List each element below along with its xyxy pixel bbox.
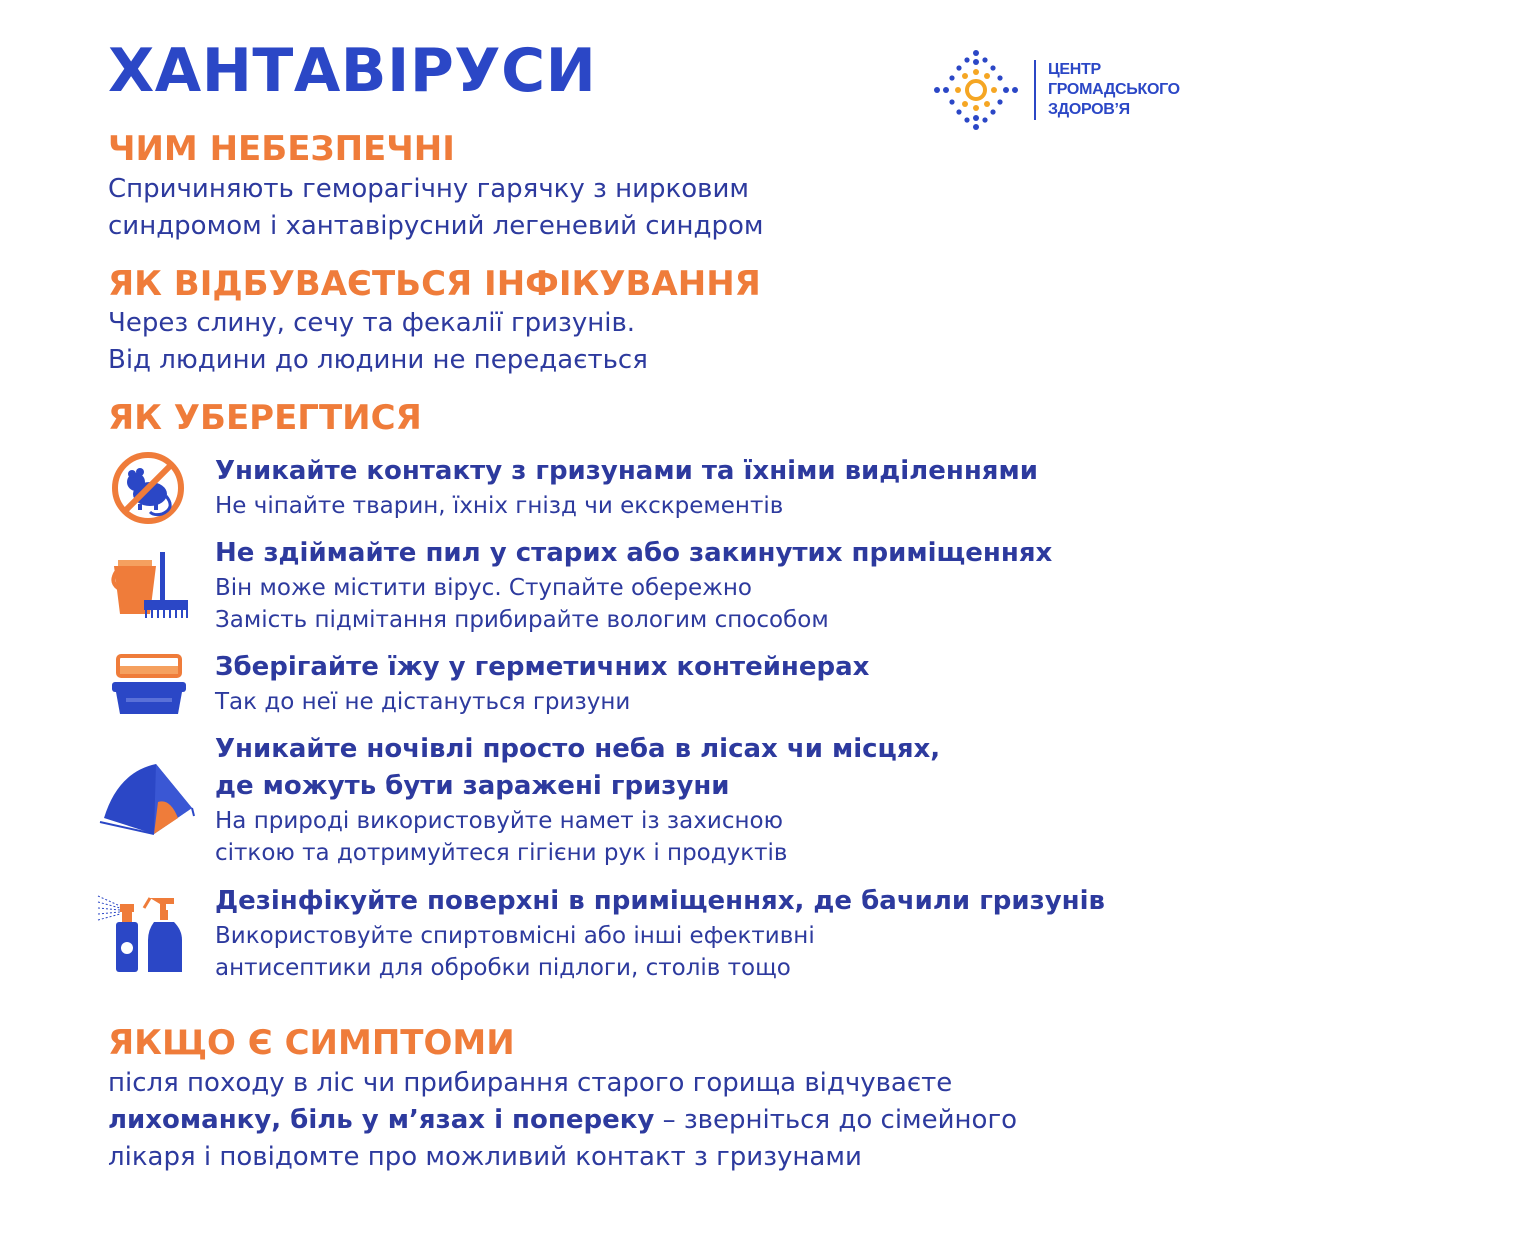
page-title: ХАНТАВІРУСИ xyxy=(108,36,597,106)
danger-heading: ЧИМ НЕБЕЗПЕЧНІ xyxy=(108,129,455,169)
symptoms-heading: ЯКЩО Є СИМПТОМИ xyxy=(108,1023,515,1063)
protect-heading: ЯК УБЕРЕГТИСЯ xyxy=(108,398,422,438)
symptoms-text-line xyxy=(108,1102,1017,1139)
spray-bottles-icon xyxy=(96,890,196,976)
tip-text: Використовуйте спиртовмісні або інші ефективні xyxy=(215,923,815,949)
danger-text-line: синдромом і хантавірусний легеневий синдром xyxy=(108,211,764,241)
tip-text: Не чіпайте тварин, їхніх гнізд чи екскрементів xyxy=(215,493,784,519)
tip-title: Не здіймайте пил у старих або закинутих приміщеннях xyxy=(215,538,1053,568)
tip-title: де можуть бути заражені гризуни xyxy=(215,771,730,801)
bucket-mop-icon xyxy=(110,552,192,622)
tip-avoid-dust xyxy=(215,535,1052,636)
logo-text xyxy=(1048,60,1180,120)
symptoms-emphasis: лихоманку, біль у м’язах і попереку xyxy=(108,1105,655,1135)
danger-text-line: Спричиняють геморагічну гарячку з нирковим xyxy=(108,174,749,204)
food-container-icon xyxy=(110,652,188,718)
tip-text: На природі використовуйте намет із захисною xyxy=(215,808,783,834)
logo-divider xyxy=(1034,60,1036,120)
tip-title: Дезінфікуйте поверхні в приміщеннях, де бачили гризунів xyxy=(215,886,1105,916)
tip-text: Замість підмітання прибирайте вологим способом xyxy=(215,607,829,633)
infection-text-line: Через слину, сечу та фекалії гризунів. xyxy=(108,308,636,338)
symptoms-text-line: лікаря і повідомте про можливий контакт з гризунами xyxy=(108,1142,862,1172)
tip-title: Уникайте контакту з гризунами та їхніми виділеннями xyxy=(215,456,1038,486)
infection-text-line: Від людини до людини не передається xyxy=(108,345,648,375)
logo-line: ЗДОРОВ’Я xyxy=(1048,101,1130,118)
tip-title: Зберігайте їжу у герметичних контейнерах xyxy=(215,652,870,682)
tip-title: Уникайте ночівлі просто неба в лісах чи місцях, xyxy=(215,734,941,764)
tip-disinfect xyxy=(215,883,1105,984)
logo-line: ГРОМАДСЬКОГО xyxy=(1048,81,1180,98)
tip-avoid-camping xyxy=(215,731,940,869)
no-rodent-icon xyxy=(110,450,186,526)
tip-avoid-rodents xyxy=(215,453,1038,522)
tip-text: Він може містити вірус. Ступайте обережно xyxy=(215,575,752,601)
symptoms-text-rest: – зверніться до сімейного xyxy=(654,1105,1018,1135)
tip-text: Так до неї не дістануться гризуни xyxy=(215,689,631,715)
symptoms-text-line: після походу в ліс чи прибирання старого горища відчуваєте xyxy=(108,1068,953,1098)
tent-icon xyxy=(98,758,196,836)
tip-store-food xyxy=(215,649,869,718)
logo-line: ЦЕНТР xyxy=(1048,61,1101,78)
tip-text: сіткою та дотримуйтеся гігієни рук і продуктів xyxy=(215,840,788,866)
infection-heading: ЯК ВІДБУВАЄТЬСЯ ІНФІКУВАННЯ xyxy=(108,264,761,304)
tip-text: антисептики для обробки підлоги, столів тощо xyxy=(215,955,791,981)
